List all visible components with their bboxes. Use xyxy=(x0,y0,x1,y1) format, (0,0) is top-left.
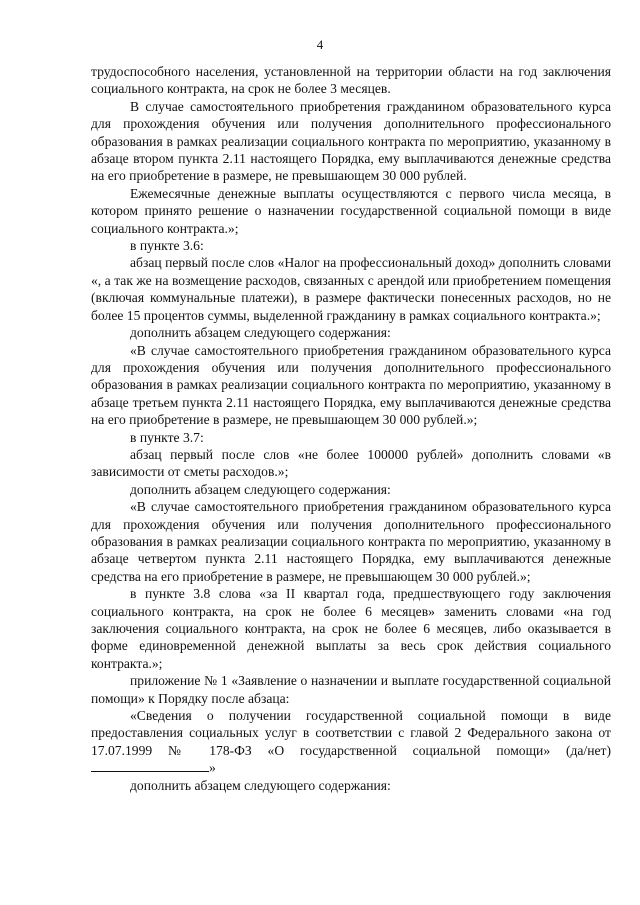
paragraph-2: В случае самостоятельного приобретения гражданином образовательного курса для прохождения обучения или получения дополнительного профессионального образования в рамках реализации социального контракта по мероприятию, указанному в абзаце втором пункта 2.11 настоящего Порядка, ему выплачиваются денежные средства на его приобретение в размере, не превышающем 30 000 рублей. xyxy=(91,98,611,184)
paragraph-10: дополнить абзацем следующего содержания: xyxy=(130,481,391,497)
paragraph-9: абзац первый после слов «не более 100000 рублей» дополнить словами «в зависимости от сметы расходов.»; xyxy=(91,446,611,480)
paragraph-1: трудоспособного населения, установленной на территории области на год заключения социального контракта, на срок не более 3 месяцев. xyxy=(91,64,611,97)
quote-close: » xyxy=(209,760,216,776)
blank-line xyxy=(91,760,209,772)
quoted-paragraph xyxy=(91,707,611,777)
paragraph-7: «В случае самостоятельного приобретения гражданином образовательного курса для прохождения обучения или получения дополнительного профессионального образования в рамках реализации социального контракта по мероприятию, указанному в абзаце третьем пункта 2.11 настоящего Порядка, ему выплачиваются денежные средства на его приобретение в размере, не превышающем 30 000 рублей.»; xyxy=(91,342,611,428)
paragraph-12: в пункте 3.8 слова «за II квартал года, предшествующего году заключения социального контракта, на срок не более 6 месяцев» заменить словами «на год заключения социального контракта, на срок не более 6 месяцев, либо оказывается в форме единовременной денежной выплаты за весь срок действия социального контракта.»; xyxy=(91,586,611,671)
paragraph-11: «В случае самостоятельного приобретения гражданином образовательного курса для прохождения обучения или получения дополнительного профессионального образования в рамках реализации социального контракта по мероприятию, указанному в абзаце четвертом пункта 2.11 настоящего Порядка, ему выплачиваются денежные средства на его приобретение в размере, не превышающем 30 000 рублей.»; xyxy=(91,499,611,584)
final-paragraph: дополнить абзацем следующего содержания: xyxy=(130,777,391,793)
page-number: 4 xyxy=(316,37,324,52)
paragraph-8: в пункте 3.7: xyxy=(130,429,204,445)
paragraph-3: Ежемесячные денежные выплаты осуществляются с первого числа месяца, в котором принято решение о назначении государственной социальной помощи в виде социального контракта.»; xyxy=(91,185,611,236)
paragraph-5: абзац первый после слов «Налог на профессиональный доход» дополнить словами «, а так же на возмещение расходов, связанных с арендой или приобретением помещения (включая коммунальные платежи), в размере фактически понесенных расходов, но не более 15 процентов суммы, выделенной гражданину в рамках социального контракта.»; xyxy=(91,255,611,323)
paragraph-4: в пункте 3.6: xyxy=(130,238,204,254)
document-body xyxy=(91,63,611,794)
quoted-text: «Сведения о получении государственной социальной помощи в виде предоставления социальных услуг в соответствии с главой 2 Федерального закона от 17.07.1999 № 178-ФЗ «О государственной социальной помощи» (да/нет) xyxy=(91,708,611,758)
paragraph-6: дополнить абзацем следующего содержания: xyxy=(130,325,391,341)
paragraph-13: приложение № 1 «Заявление о назначении и выплате государственной социальной помощи» к Порядку после абзаца: xyxy=(91,673,611,706)
